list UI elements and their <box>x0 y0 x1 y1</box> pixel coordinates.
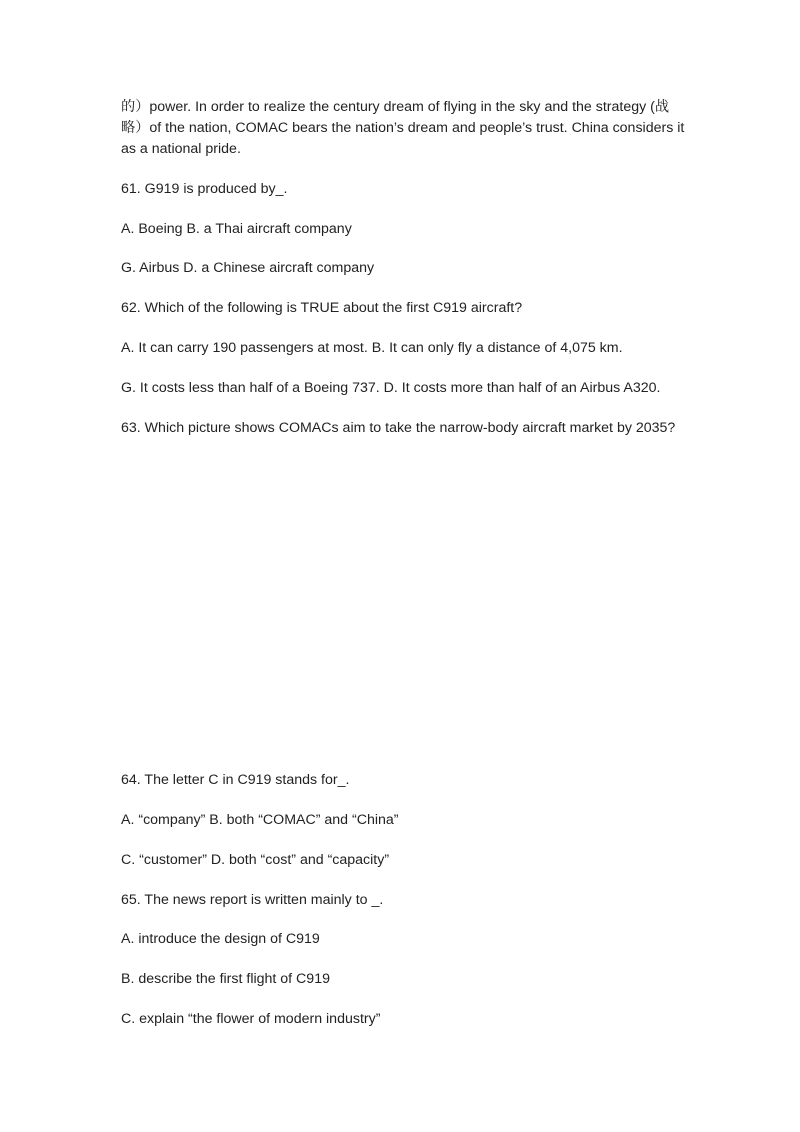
question-65-option-a: A. introduce the design of C919 <box>121 931 320 947</box>
question-62-stem: 62. Which of the following is TRUE about the first C919 aircraft? <box>121 300 523 316</box>
intro-line-2: 略）of the nation, COMAC bears the nation’s dream and people’s trust. China considers it <box>121 120 685 136</box>
question-62-option-line-2: G. It costs less than half of a Boeing 737. D. It costs more than half of an Airbus A320. <box>121 380 661 396</box>
question-62-option-line-1: A. It can carry 190 passengers at most. B. It can only fly a distance of 4,075 km. <box>121 340 623 356</box>
question-65-option-b: B. describe the first flight of C919 <box>121 971 330 987</box>
picture-area <box>121 450 681 760</box>
question-61-option-line-1: A. Boeing B. a Thai aircraft company <box>121 221 352 237</box>
intro-line-3: as a national pride. <box>121 141 241 157</box>
question-63-stem: 63. Which picture shows COMACs aim to take the narrow-body aircraft market by 2035? <box>121 420 676 436</box>
question-64-option-line-2: C. “customer” D. both “cost” and “capacity” <box>121 852 390 868</box>
question-61-option-line-2: G. Airbus D. a Chinese aircraft company <box>121 260 375 276</box>
question-61-stem: 61. G919 is produced by_. <box>121 181 288 197</box>
intro-line-1: 的）power. In order to realize the century dream of flying in the sky and the strategy (战 <box>121 99 670 115</box>
question-64-option-line-1: A. “company” B. both “COMAC” and “China” <box>121 812 399 828</box>
question-65-option-c: C. explain “the flower of modern industry” <box>121 1011 381 1027</box>
question-64-stem: 64. The letter C in C919 stands for_. <box>121 772 350 788</box>
question-65-stem: 65. The news report is written mainly to _. <box>121 892 384 908</box>
